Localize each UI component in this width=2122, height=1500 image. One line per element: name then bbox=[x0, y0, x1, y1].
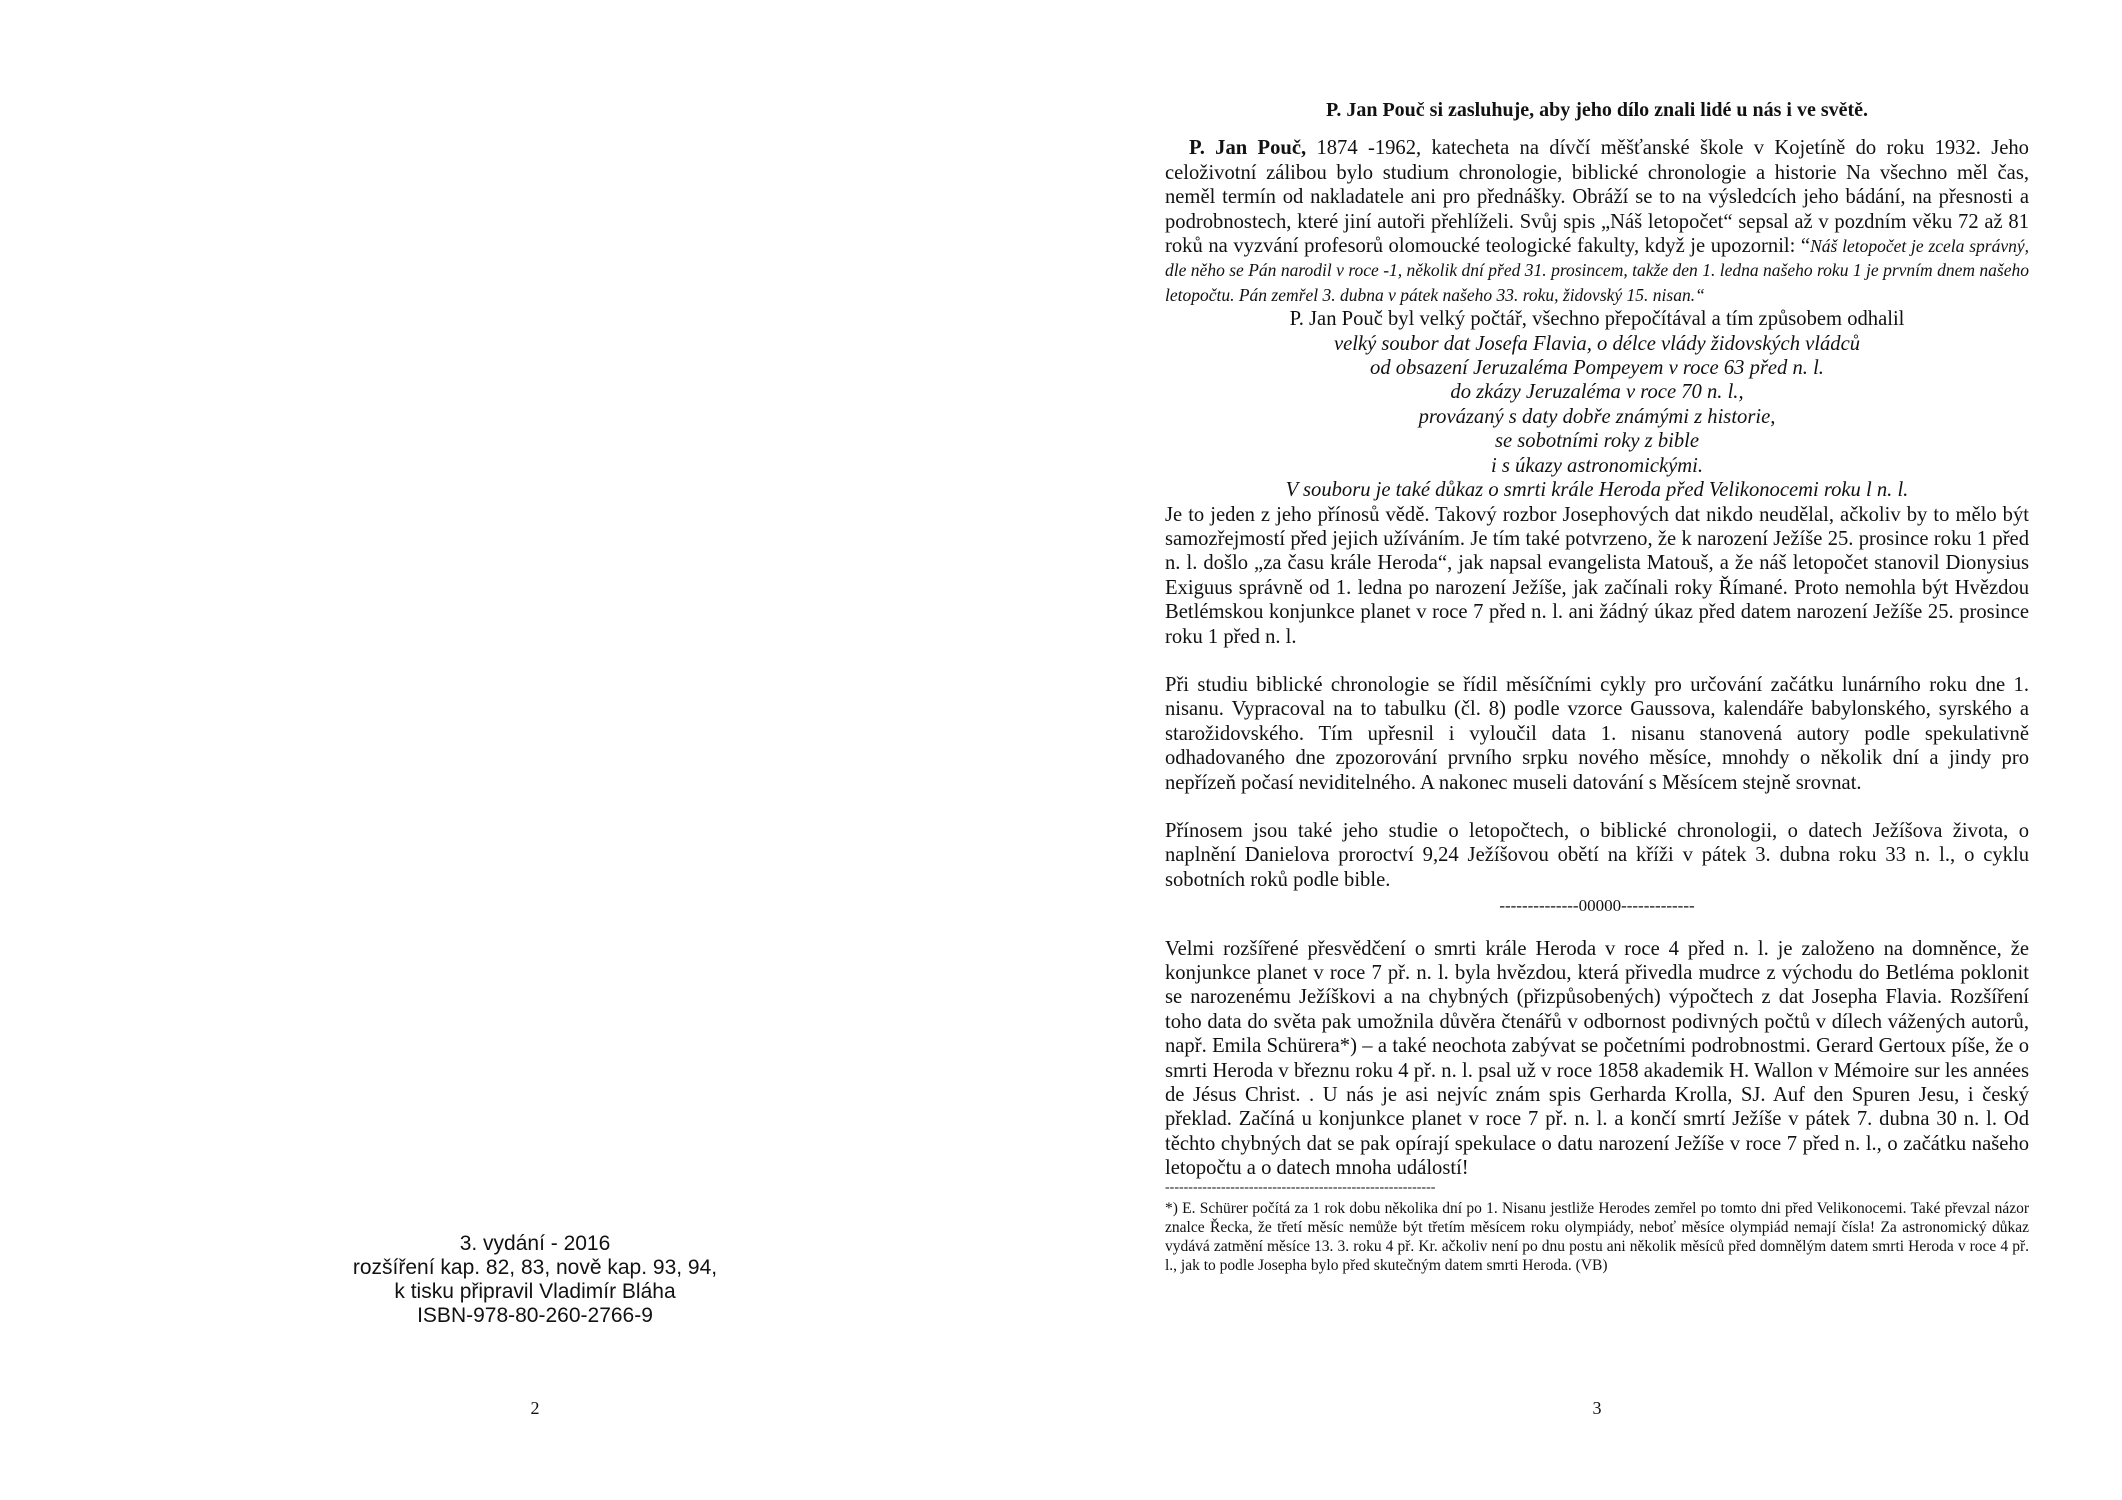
page-number: 2 bbox=[530, 1398, 540, 1418]
edition-line: rozšíření kap. 82, 83, nově kap. 93, 94, bbox=[352, 1256, 718, 1279]
edition-info bbox=[340, 1232, 730, 1328]
footnote: *) E. Schürer počítá za 1 rok dobu několika dní po 1. Nisanu jestliže Herodes zemřel po tomto dni před Velikonocemi. Také převzal názor znalce Řecka, že třetí měsíc nemůže být třetím měsícem roku olympiády, neboť měsíce olympiád nemají čísla! Za astronomický důkaz vydává zatmění měsíce 13. 3. roku 4 př. Kr. ačkoliv není po dnu postu ani několik měsíců před domnělým datem smrti Heroda v roce 4 př. l., jak to podle Josepha bylo před skutečným datem smrti Heroda. (VB) bbox=[1165, 1199, 2029, 1275]
summary-line: P. Jan Pouč byl velký počtář, všechno přepočítával a tím způsobem odhalil bbox=[1289, 308, 1905, 331]
summary-line: i s úkazy astronomickými. bbox=[1490, 454, 1703, 477]
summary-line: do zkázy Jeruzaléma v roce 70 n. l., bbox=[1450, 381, 1744, 404]
paragraph: Velmi rozšířené přesvědčení o smrti krále Heroda v roce 4 před n. l. je založeno na domněnce, že konjunkce planet v roce 7 př. n. l. byla hvězdou, která přivedla mudrce z východu do Betléma poklonit se narozenému Ježíškovi a na chybných (přizpůsobených) výpočtech z dat Josepha Flavia. Rozšíření toho data do světa pak umožnila důvěra čtenářů v odbornost podivných počtů v dílech vážených autorů, např. Emila Schürera*) – a také neochota zabývat se početními podrobnostmi. Gerard Gertoux píše, že o smrti Heroda v březnu roku 4 př. n. l. psal už v roce 1858 akademik H. Wallon v Mémoire sur les années de Jésus Christ. . U nás je asi nejvíc znám spis Gerharda Krolla, SJ. Auf den Spuren Jesu, i český překlad. Začíná u konjunkce planet v roce 7 př. n. l. a končí smrtí Ježíše v pátek 7. dubna 30 n. l. Od těchto chybných dat se pak opírají spekulace o datu narození Ježíše v roce 7 před n. l., o začátku našeho letopočtu a o datech mnoha událostí! bbox=[1165, 937, 2029, 1180]
summary-line: provázaný s daty dobře známými z historie, bbox=[1418, 405, 1776, 428]
summary-line: velký soubor dat Josefa Flavia, o délce vlády židovských vládců bbox=[1333, 332, 1861, 355]
quote-text: Náš letopočet je zcela správný, dle něho se Pán narodil v roce -1, několik dní před 31. prosincem, takže den 1. ledna našeho roku 1 je prvním dnem našeho letopočtu. Pán zemřel 3. dubna v pátek našeho 33. roku, židovský 15. nisan.“ bbox=[1165, 236, 2029, 305]
right-page bbox=[1061, 0, 2122, 1500]
paragraph: Přínosem jsou také jeho studie o letopočtech, o biblické chronologii, o datech Ježíšova života, o naplnění Danielova proroctví 9,24 Ježíšovou obětí na kříži v pátek 3. dubna roku 33 n. l., o cyklu sobotních roků podle bible. bbox=[1165, 819, 2029, 891]
paragraph: Při studiu biblické chronologie se řídil měsíčními cykly pro určování začátku lunárního roku dne 1. nisanu. Vypracoval na to tabulku (čl. 8) podle vzorce Gaussova, kalendáře babylonského, syrského a starožidovského. Tím upřesnil i vyloučil data 1. nisanu stanovená autory podle spekulativně odhadovaného dne zpozorování prvního srpku nového měsíce, mnohdy o několik dní a jindy pro nepřízeň počasí neviditelného. A nakonec museli datování s Měsícem stejně srovnat. bbox=[1165, 673, 2029, 794]
intro-paragraph bbox=[1165, 136, 2029, 307]
page-title: P. Jan Pouč si zasluhuje, aby jeho dílo znali lidé u nás i ve světě. bbox=[1325, 99, 1869, 121]
edition-line: k tisku připravil Vladimír Bláha bbox=[394, 1280, 676, 1303]
author-name: P. Jan Pouč, bbox=[1189, 137, 1307, 160]
section-separator: --------------00000------------- bbox=[1499, 896, 1695, 916]
summary-line: od obsazení Jeruzaléma Pompeyem v roce 63 před n. l. bbox=[1370, 357, 1824, 380]
centered-summary bbox=[1165, 307, 2029, 502]
page-number: 3 bbox=[1592, 1398, 1602, 1418]
summary-line: se sobotními roky z bible bbox=[1494, 430, 1699, 453]
isbn: ISBN-978-80-260-2766-9 bbox=[417, 1304, 653, 1327]
intro-text: 1874 -1962, katecheta na dívčí měšťanské škole v Kojetíně do roku 1932. Jeho celoživotní zálibou bylo studium chronologie, biblické chronologie a historie Na všechno měl čas, neměl termín od nakladatele ani pro přednášky. Obráží se to na výsledcích jeho bádání, na přesnosti a podrobnostech, které jiní autoři přehlíželi. Svůj spis „Náš letopočet“ sepsal až v pozdním věku 72 až 81 roků na vyzvání profesorů olomoucké teologické fakulty, když je upozornil: “ bbox=[1165, 137, 2029, 258]
paragraph: Je to jeden z jeho přínosů vědě. Takový rozbor Josephových dat nikdo neudělal, ačkoliv by to mělo být samozřejmostí před jejich užíváním. Je tím také potvrzeno, že k narození Ježíše 25. prosince roku 1 před n. l. došlo „za času krále Heroda“, jak napsal evangelista Matouš, a že náš letopočet stanovil Dionysius Exiguus správně od 1. ledna po narození Ježíše, jak začínali roky Římané. Proto nemohla být Hvězdou Betlémskou konjunkce planet v roce 7 před n. l. ani žádný úkaz před datem narození Ježíše 25. prosince roku 1 před n. l. bbox=[1165, 503, 2029, 648]
footnote-rule: ---------------------------------------------------------- bbox=[1165, 1180, 1436, 1195]
edition-line: 3. vydání - 2016 bbox=[459, 1232, 611, 1255]
page-content bbox=[1165, 98, 2029, 1275]
summary-line: V souboru je také důkaz o smrti krále Heroda před Velikonocemi roku l n. l. bbox=[1285, 479, 1909, 502]
